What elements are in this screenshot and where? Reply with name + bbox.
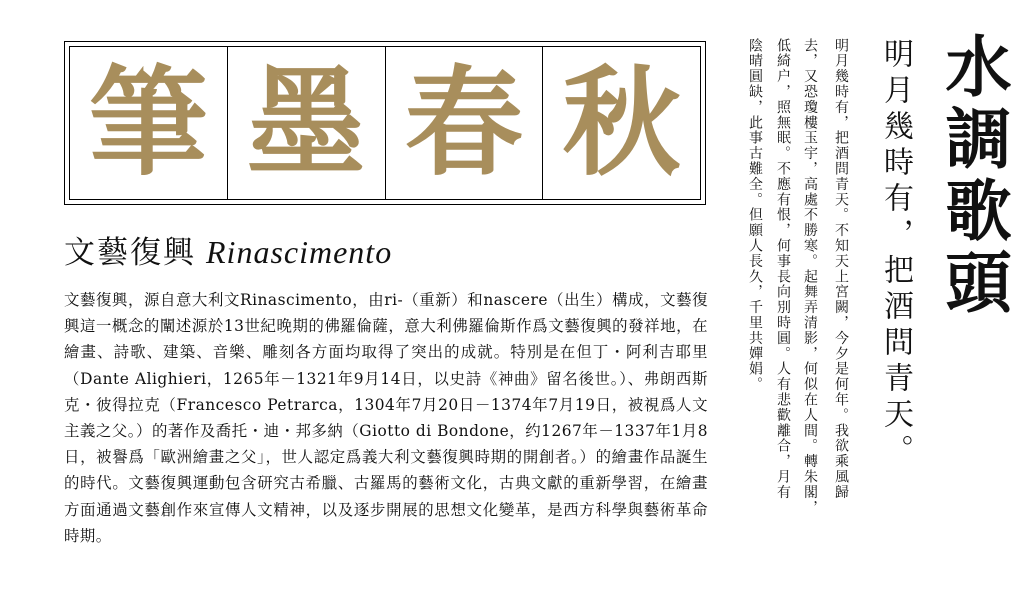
article-title-latin: Rinascimento <box>206 234 393 270</box>
showcase-char-chun: 春 <box>386 47 544 199</box>
poem-title: 水調歌頭 <box>934 32 1012 320</box>
poem-column-2: 去，又恐瓊樓玉宇，高處不勝寒。起舞弄清影，何似在人間。轉朱閣， <box>802 38 818 516</box>
showcase-char-qiu: 秋 <box>562 53 681 192</box>
poem-column-1: 明月幾時有，把酒問青天。不知天上宮闕，今夕是何年。我欲乘風歸 <box>833 38 849 500</box>
poem-first-line: 明月幾時有，把酒問青天。 <box>878 38 913 470</box>
showcase-grid <box>69 46 701 200</box>
showcase-char-mo: 墨 <box>228 47 386 199</box>
calligraphy-showcase-box <box>64 41 706 205</box>
article-body: 文藝復興，源自意大利文Rinascimento，由ri-（重新）和nascere（出生）構成，文藝復興這一概念的闡述源於13世紀晚期的佛羅倫薩，意大利佛羅倫斯作爲文藝復興的發祥地，在繪畫、詩歌、建築、音樂、雕刻各方面均取得了突出的成就。特別是在但丁・阿利吉耶里（Dante Alighieri，1265年－1321年9月14日，以史詩《神曲》留名後世。）、弗朗西斯克・彼得拉克（Francesco Petrarca，1304年7月20日－1374年7月19日，被視爲人文主義之父。）的著作及喬托・迪・邦多納（Giotto di Bondone，约1267年－1337年1月8日，被譽爲「歐洲繪畫之父」，世人認定爲義大利文藝復興時期的開創者。）的繪畫作品誕生的時代。文藝復興運動包含研究古希臘、古羅馬的藝術文化，古典文獻的重新學習，在繪畫方面通過文藝創作來宣傳人文精神，以及逐步開展的思想文化變革，是西方科學與藝術革命時期。 <box>64 291 708 545</box>
poem-column-4: 陰晴圓缺，此事古難全。但願人長久，千里共嬋娟。 <box>747 38 763 393</box>
article-heading <box>64 232 704 273</box>
poem-column-3: 低綺户，照無眠。不應有恨，何事長向別時圓。人有悲歡離合，月有 <box>775 38 791 500</box>
article-title-cjk: 文藝復興 <box>64 235 196 271</box>
showcase-char-bi: 筆 <box>70 47 228 199</box>
